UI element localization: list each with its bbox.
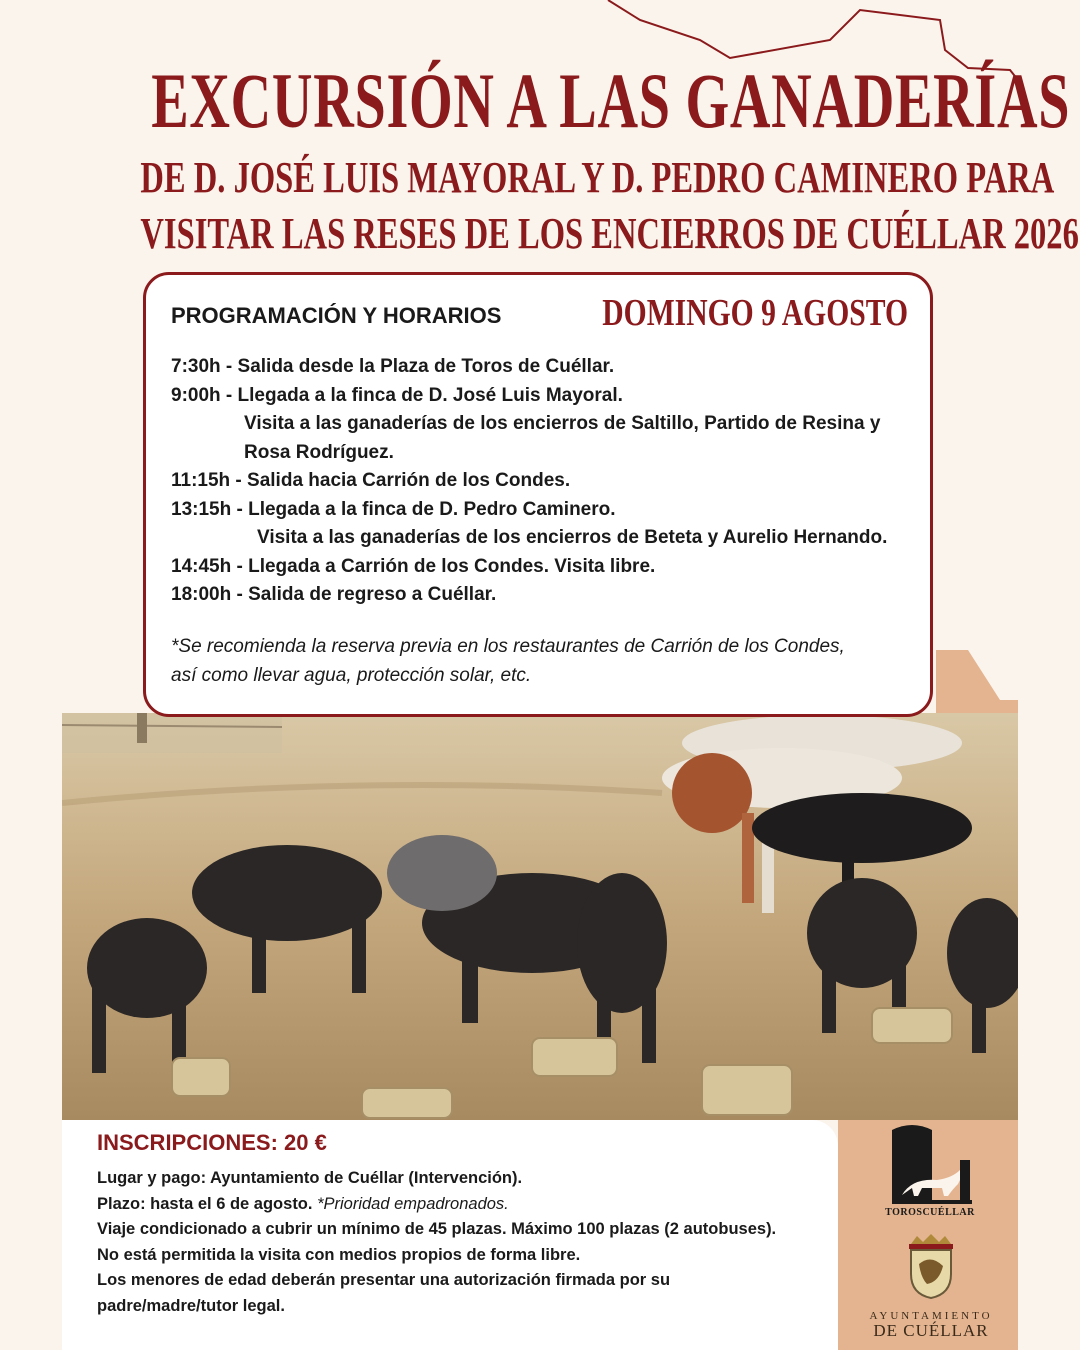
registration-line: No está permitida la visita con medios propios de forma libre. (97, 1245, 581, 1264)
toroscuellar-name: TOROSCUÉLLAR (885, 1207, 975, 1218)
registration-line: padre/madre/tutor legal. (97, 1296, 285, 1315)
cuellar-label: DE CUÉLLAR (873, 1321, 989, 1340)
schedule-item-detail: Rosa Rodríguez. (244, 441, 394, 463)
registration-line: Los menores de edad deberán presentar una autorización firmada por su (97, 1271, 671, 1289)
program-heading: PROGRAMACIÓN Y HORARIOS (171, 303, 502, 328)
page-subtitle-line1: DE D. JOSÉ LUIS MAYORAL Y D. PEDRO CAMINERO PARA (140, 153, 1055, 202)
schedule-item: 9:00h - Llegada a la finca de D. José Luis Mayoral. (171, 384, 623, 406)
page-subtitle-line2: VISITAR LAS RESES DE LOS ENCIERROS DE CUÉLLAR 2026 (140, 209, 1079, 258)
program-card (143, 272, 933, 717)
schedule-item: 18:00h - Salida de regreso a Cuéllar. (171, 584, 497, 605)
header (0, 57, 1080, 258)
bulls-photo (62, 713, 1018, 1120)
schedule-item-detail: Visita a las ganaderías de los encierros de Beteta y Aurelio Hernando. (257, 527, 888, 548)
registration-heading: INSCRIPCIONES: 20 € (97, 1130, 327, 1155)
schedule-item: 11:15h - Salida hacia Carrión de los Condes. (171, 470, 571, 491)
registration-line: Lugar y pago: Ayuntamiento de Cuéllar (Intervención). (97, 1169, 523, 1187)
page-title: EXCURSIÓN A LAS GANADERÍAS (151, 57, 1071, 144)
registration-line: Plazo: hasta el 6 de agosto. *Prioridad empadronados. (97, 1194, 509, 1213)
registration-panel (62, 1120, 838, 1350)
schedule-list (171, 353, 931, 610)
schedule-item-detail: Visita a las ganaderías de los encierros de Saltillo, Partido de Resina y (244, 413, 881, 434)
registration-details (97, 1166, 837, 1319)
schedule-item: 14:45h - Llegada a Carrión de los Condes. Visita libre. (171, 555, 656, 577)
event-date: DOMINGO 9 AGOSTO (602, 292, 908, 334)
coat-of-arms-icon (903, 1234, 959, 1300)
schedule-item: 7:30h - Salida desde la Plaza de Toros de Cuéllar. (171, 356, 615, 377)
recommendation-note: *Se recomienda la reserva previa en los restaurantes de Carrión de los Condes, así como llevar agua, protección solar, etc. (171, 636, 845, 686)
registration-line: Viaje condicionado a cubrir un mínimo de 45 plazas. Máximo 100 plazas (2 autobuses). (97, 1220, 777, 1238)
ayuntamiento-label: AYUNTAMIENTO (869, 1310, 993, 1322)
schedule-item: 13:15h - Llegada a la finca de D. Pedro Caminero. (171, 498, 616, 520)
